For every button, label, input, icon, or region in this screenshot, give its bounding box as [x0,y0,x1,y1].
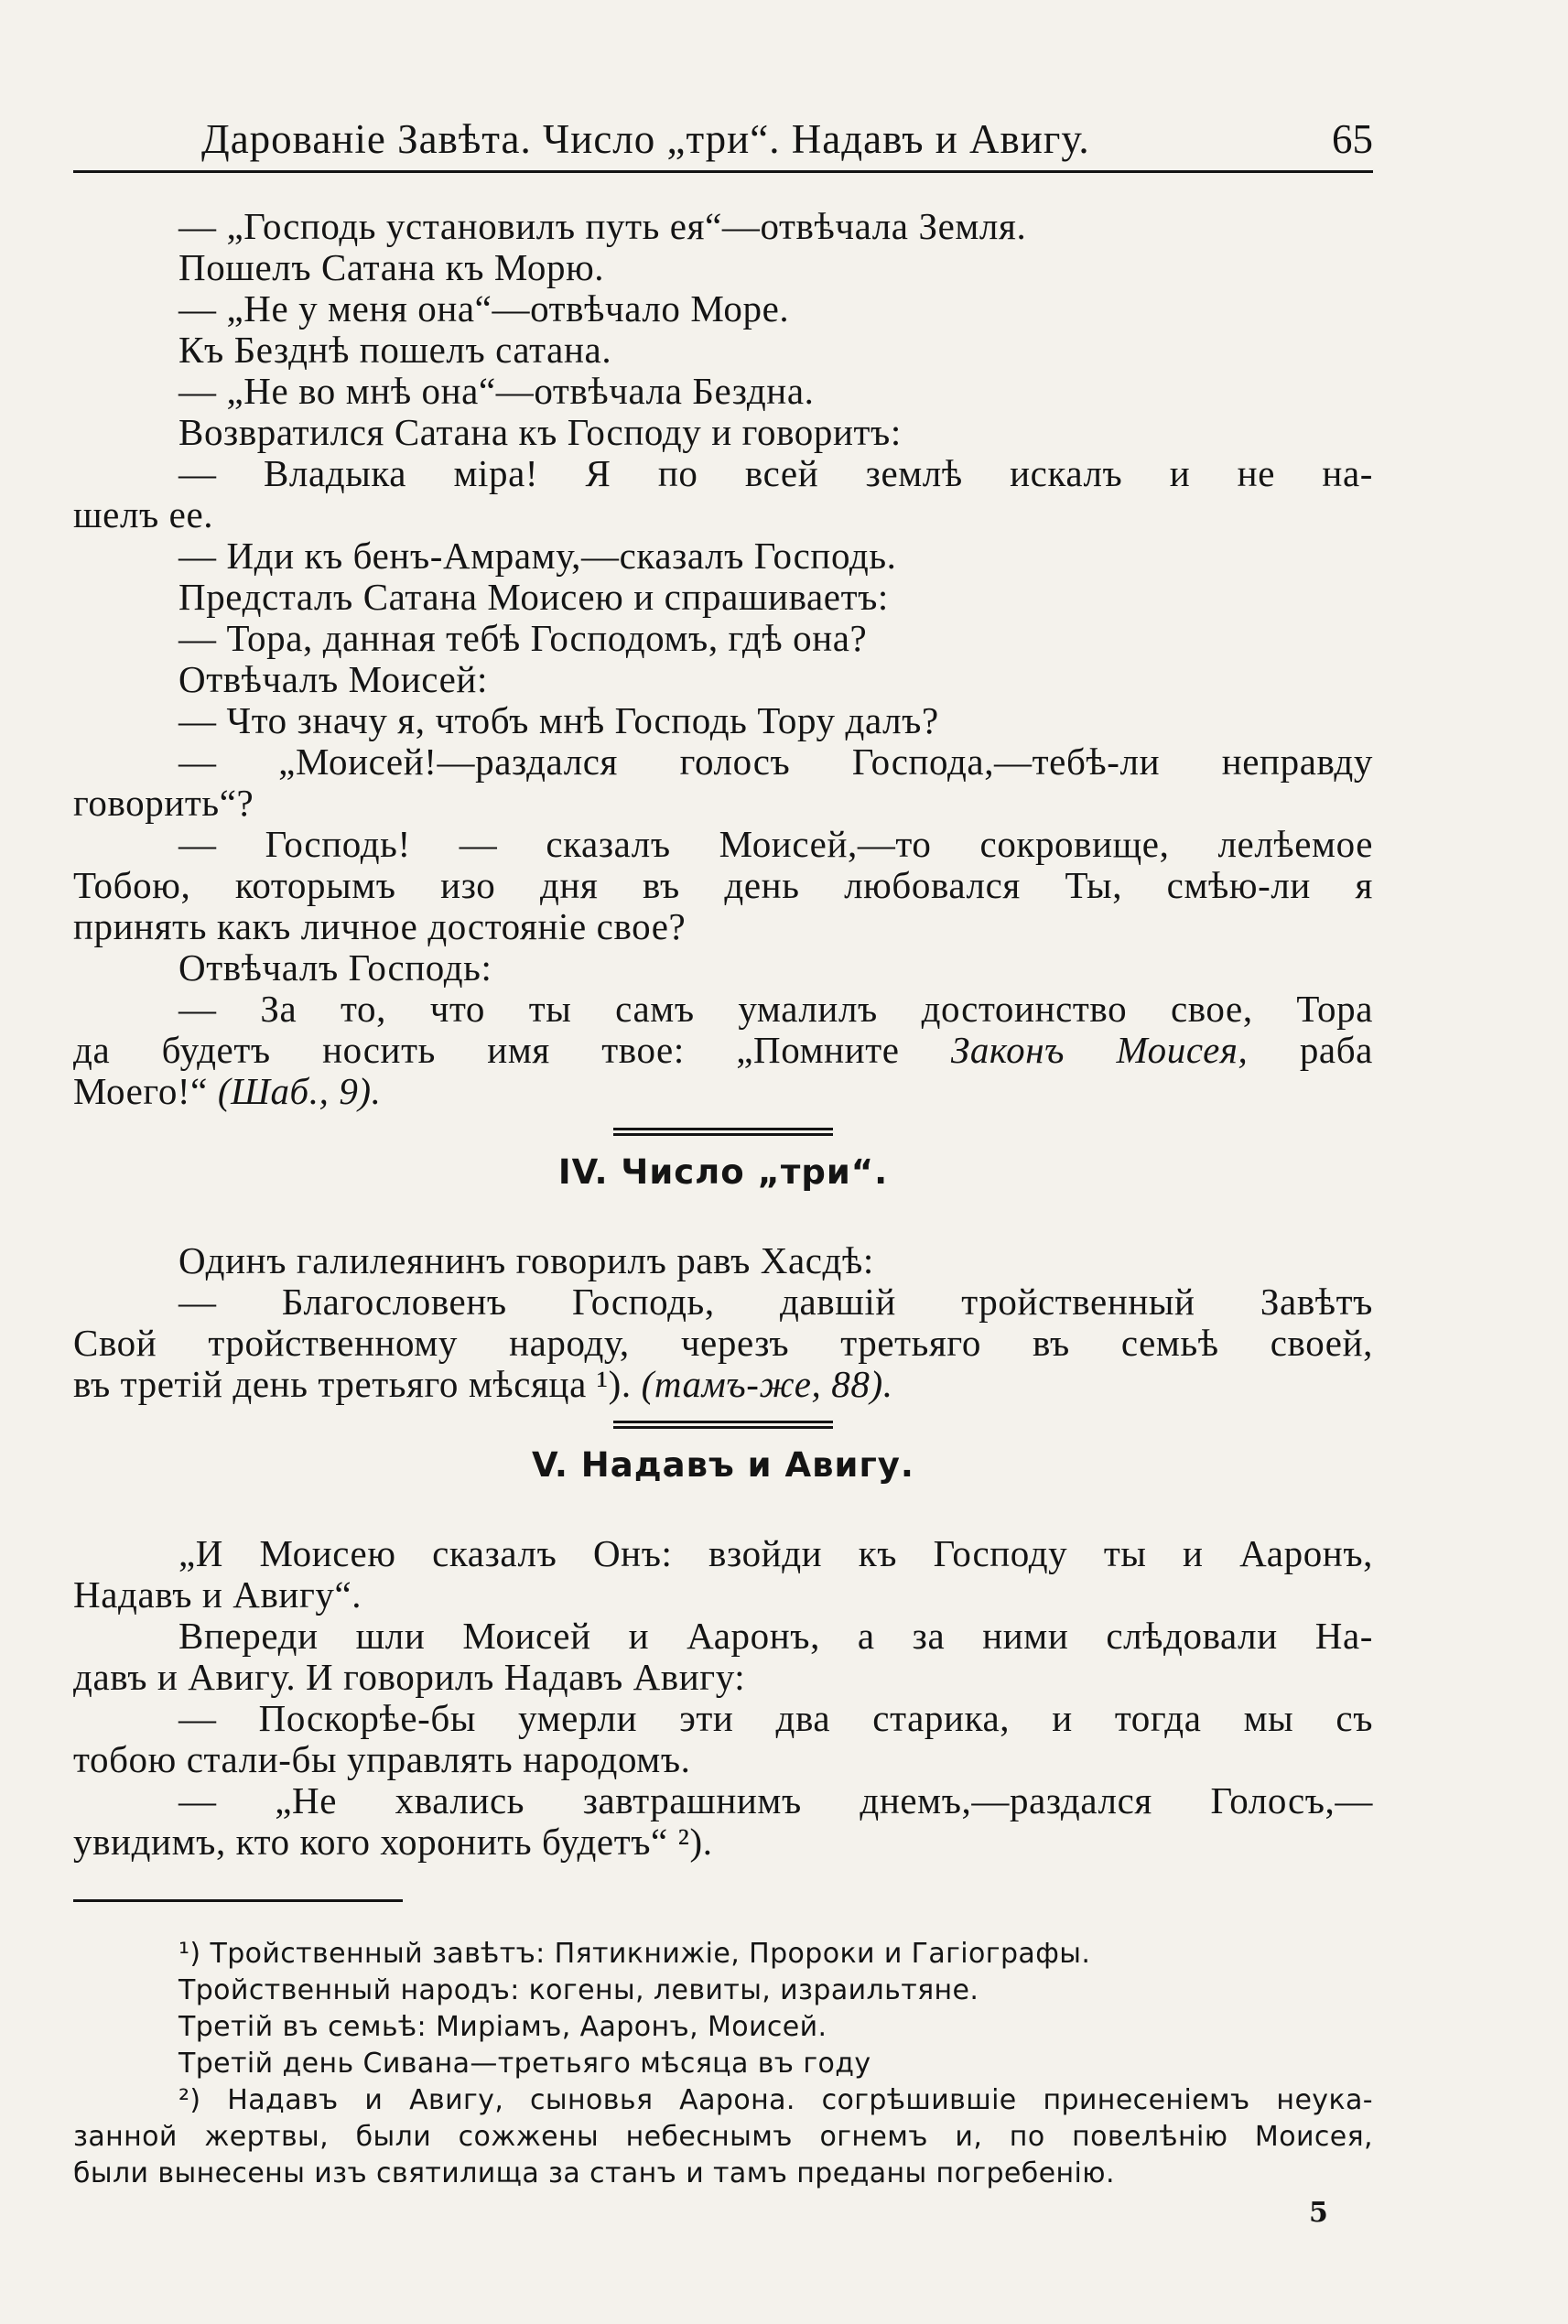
text-line: — Господь! — сказалъ Моисей,—то сокровище, лелѣемое [178,823,1373,865]
dialogue-text [73,206,1373,989]
section-heading-iv: IV. Число „три“. [557,1152,889,1192]
citation: (Шаб., 9). [217,1070,382,1112]
section-v-text [73,1533,1373,1863]
citation: (тамъ-же, 88). [641,1363,893,1405]
text-line: давъ и Авигу. И говорилъ Надавъ Авигу: [73,1656,746,1698]
text-line: Пошелъ Сатана къ Морю. [178,246,605,288]
text-line: — „Не хвались завтрашнимъ днемъ,—раздался Голосъ,— [178,1779,1373,1821]
text-line: Надавъ и Авигу“. [73,1573,362,1616]
text-line: Свой тройственному народу, черезъ третьяго въ семьѣ своей, [73,1322,1373,1364]
double-rule-separator [613,1128,833,1136]
footnote-line: Тройственный народъ: когены, левиты, израильтяне. [178,1974,979,2006]
running-header-title: Дарованіе Завѣта. Число „три“. Надавъ и Авигу. [201,116,1090,162]
running-header [73,108,1373,172]
text-line: Предсталъ Сатана Моисею и спрашиваетъ: [178,576,889,618]
text-line: Одинъ галилеянинъ говорилъ равъ Хасдѣ: [178,1239,874,1281]
text-line: Возвратился Сатана къ Господу и говоритъ: [178,411,902,453]
footnote-line: занной жертвы, были сожжены небеснымъ огнемъ и, по повелѣнію Моисея, [73,2121,1373,2153]
footnotes [73,1936,1373,2192]
page-body [73,206,1373,2192]
footnote-rule [73,1899,403,1902]
text-line: увидимъ, кто кого хоронить будетъ“ ²). [73,1821,713,1863]
footnote-line: Третій день Сивана—третьяго мѣсяца въ году [178,2048,871,2080]
footnote-line: ²) Надавъ и Авигу, сыновья Аарона. согрѣшившіе принесеніемъ неука- [178,2084,1373,2116]
text-line: тобою стали-бы управлять народомъ. [73,1738,691,1780]
text-line: — Тора, данная тебѣ Господомъ, гдѣ она? [178,617,868,659]
text-line: Моего!“ (Шаб., 9). [73,1070,382,1112]
text-line: да будетъ носить имя твое: „Помните Законъ Моисея, раба [73,1029,1373,1071]
text-line: — Благословенъ Господь, давшій тройственный Завѣтъ [178,1281,1373,1323]
text-line: говорить“? [73,782,254,824]
signature-mark: 5 [1309,2197,1328,2229]
text-line: Къ Безднѣ пошелъ сатана. [178,329,612,371]
text-line: — За то, что ты самъ умалилъ достоинство свое, Тора [178,988,1373,1030]
text-line: Отвѣчалъ Моисей: [178,658,488,700]
text-line: Впереди шли Моисей и Ааронъ, а за ними слѣдовали На- [178,1615,1373,1657]
text-line: „И Моисею сказалъ Онъ: взойди къ Господу ты и Ааронъ, [178,1532,1373,1574]
text-line: — Что значу я, чтобъ мнѣ Господь Тору далъ? [178,699,939,741]
header-rule [73,170,1373,173]
double-rule-separator [613,1421,833,1429]
text-line: — „Моисей!—раздался голосъ Господа,—тебѣ-ли неправду [178,740,1373,783]
footnote-line: Третій въ семьѣ: Миріамъ, Ааронъ, Моисей. [178,2011,827,2043]
text-line: — „Господь установилъ путь ея“—отвѣчала Земля. [178,205,1027,247]
text-line: — Иди къ бенъ-Амраму,—сказалъ Господь. [178,535,897,577]
page-number: 65 [1332,116,1373,162]
text-line: — Владыка міра! Я по всей землѣ искалъ и не на- [178,452,1373,494]
text-line: — „Не во мнѣ она“—отвѣчала Бездна. [178,370,815,412]
text-line: Тобою, которымъ изо дня въ день любовался Ты, смѣю-ли я [73,864,1373,906]
section-iv-text [73,1240,1373,1364]
text-line: принять какъ личное достояніе свое? [73,905,687,947]
section-heading-v: V. Надавъ и Авигу. [532,1445,914,1485]
text-line: шелъ ее. [73,493,214,535]
text-line: — „Не у меня она“—отвѣчало Море. [178,287,790,330]
footnote-line: были вынесены изъ святилища за станъ и тамъ преданы погребенію. [73,2157,1115,2189]
text-line: — Поскорѣе-бы умерли эти два старика, и тогда мы съ [178,1697,1373,1739]
footnote-line: ¹) Тройственный завѣтъ: Пятикнижіе, Пророки и Гагіографы. [178,1938,1091,1970]
text-line: въ третій день третьяго мѣсяца ¹). (тамъ-же, 88). [73,1363,893,1405]
italic-reference: Законъ Моисея, [950,1029,1249,1071]
text-line: Отвѣчалъ Господь: [178,946,492,989]
